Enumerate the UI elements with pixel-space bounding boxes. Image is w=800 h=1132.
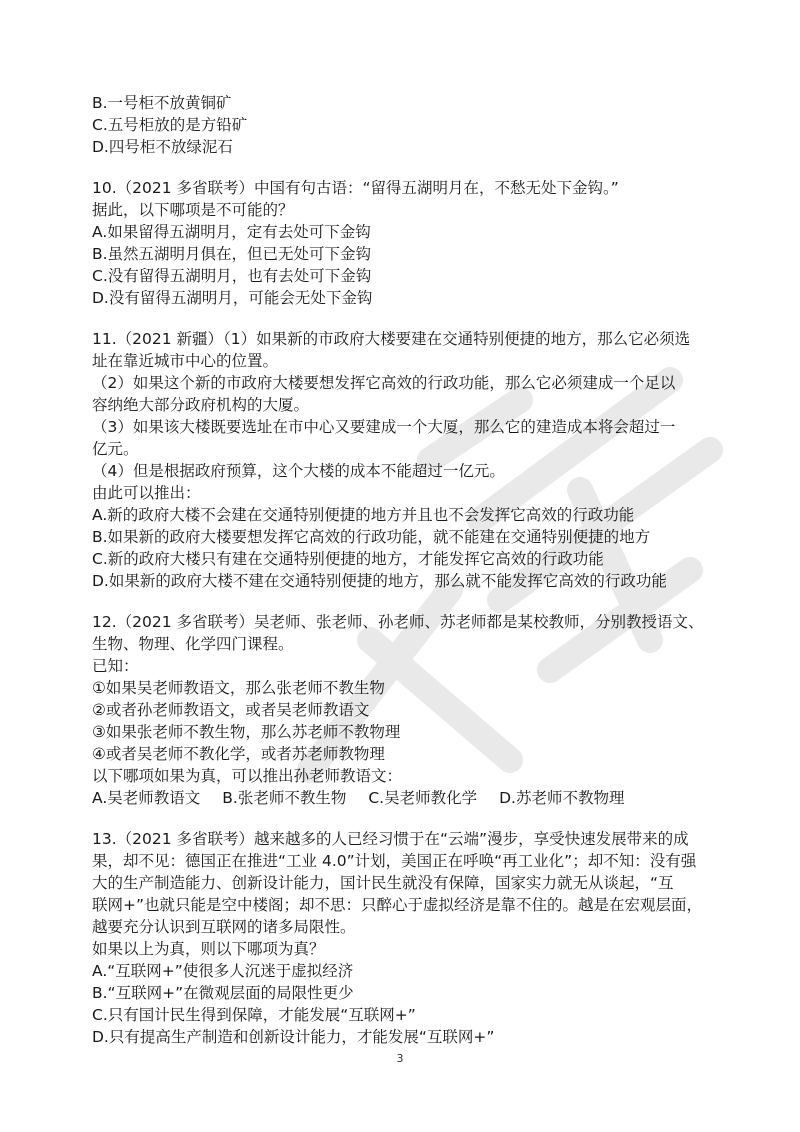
option-d: D.四号柜不放绿泥石 [92,138,233,156]
option-d: D.没有留得五湖明月，可能会无处下金钩 [92,289,373,307]
question-11 [92,328,732,592]
option-a: A.如果留得五湖明月，定有去处可下金钩 [92,223,371,241]
question-stem: 11.（2021 新疆）（1）如果新的市政府大楼要建在交通特别便捷的地方，那么它必须选 [92,330,691,348]
option-b: B.“互联网+”在微观层面的局限性更少 [92,984,354,1002]
question-stem: （2）如果这个新的市政府大楼要想发挥它高效的行政功能，那么它必须建成一个足以 [92,374,676,392]
question-stem: 容纳绝大部分政府机构的大厦。 [92,396,310,414]
question-10 [92,177,732,309]
question-stem: 据此，以下哪项是不可能的？ [92,201,294,219]
question-13 [92,828,732,1048]
question-stem: 以下哪项如果为真，可以推出孙老师教语文： [92,767,403,785]
premise-2: ②或者孙老师教语文，或者吴老师教语文 [92,701,370,719]
option-a: A.“互联网+”使很多人沉迷于虚拟经济 [92,962,354,980]
premise-3: ③如果张老师不教生物，那么苏老师不教物理 [92,723,401,741]
page-number: 3 [396,1052,404,1065]
question-stem: 10.（2021 多省联考）中国有句古语：“留得五湖明月在，不愁无处下金钩。” [92,179,619,197]
option-b: B.虽然五湖明月俱在，但已无处可下金钩 [92,245,372,263]
option-c: C.吴老师教化学 [368,789,478,807]
question-stem: （4）但是根据政府预算，这个大楼的成本不能超过一亿元。 [92,462,505,480]
premise-1: ①如果吴老师教语文，那么张老师不教生物 [92,679,385,697]
question-stem: 亿元。 [92,440,139,458]
question-stem: 越要充分认识到互联网的诸多局限性。 [92,918,356,936]
question-stem: 生物、物理、化学四门课程。 [92,635,294,653]
option-b: B.一号柜不放黄铜矿 [92,94,232,112]
question-stem: 址在靠近城市中心的位置。 [92,352,279,370]
question-stem: 大的生产制造能力、创新设计能力，国计民生就没有保障，国家实力就无从谈起，“互 [92,874,674,892]
question-stem: 果，却不见：德国正在推进“工业 4.0”计划，美国正在呼唤“再工业化”；却不知：没有强 [92,852,697,870]
question-stem: 由此可以推出： [92,484,201,502]
question-stem: 已知： [92,657,139,675]
option-c: C.没有留得五湖明月，也有去处可下金钩 [92,267,372,285]
option-d: D.苏老师不教物理 [499,789,625,807]
option-c: C.新的政府大楼只有建在交通特别便捷的地方，才能发挥它高效的行政功能 [92,550,604,568]
document-page [92,92,732,1067]
option-b: B.张老师不教生物 [222,789,347,807]
question-stem: （3）如果该大楼既要选址在市中心又要建成一个大厦，那么它的建造成本将会超过一 [92,418,676,436]
option-a: A.吴老师教语文 [92,789,201,807]
options-row [92,787,732,809]
option-d: D.只有提高生产制造和创新设计能力，才能发展“互联网+” [92,1028,495,1046]
question-stem: 联网+”也就只能是空中楼阁；却不思：只醉心于虚拟经济是靠不住的。越是在宏观层面， [92,896,703,914]
previous-question-options [92,92,732,158]
premise-4: ④或者吴老师不教化学，或者苏老师教物理 [92,745,385,763]
question-stem: 13.（2021 多省联考）越来越多的人已经习惯于在“云端”漫步，享受快速发展带来的成 [92,830,689,848]
question-stem: 如果以上为真，则以下哪项为真？ [92,940,325,958]
option-a: A.新的政府大楼不会建在交通特别便捷的地方并且也不会发挥它高效的行政功能 [92,506,635,524]
option-d: D.如果新的政府大楼不建在交通特别便捷的地方，那么就不能发挥它高效的行政功能 [92,572,667,590]
question-12 [92,611,732,809]
option-c: C.五号柜放的是方铅矿 [92,116,248,134]
option-b: B.如果新的政府大楼要想发挥它高效的行政功能，就不能建在交通特别便捷的地方 [92,528,651,546]
question-stem: 12.（2021 多省联考）吴老师、张老师、孙老师、苏老师都是某校教师，分别教授语文、 [92,613,704,631]
option-c: C.只有国计民生得到保障，才能发展“互联网+” [92,1006,416,1024]
